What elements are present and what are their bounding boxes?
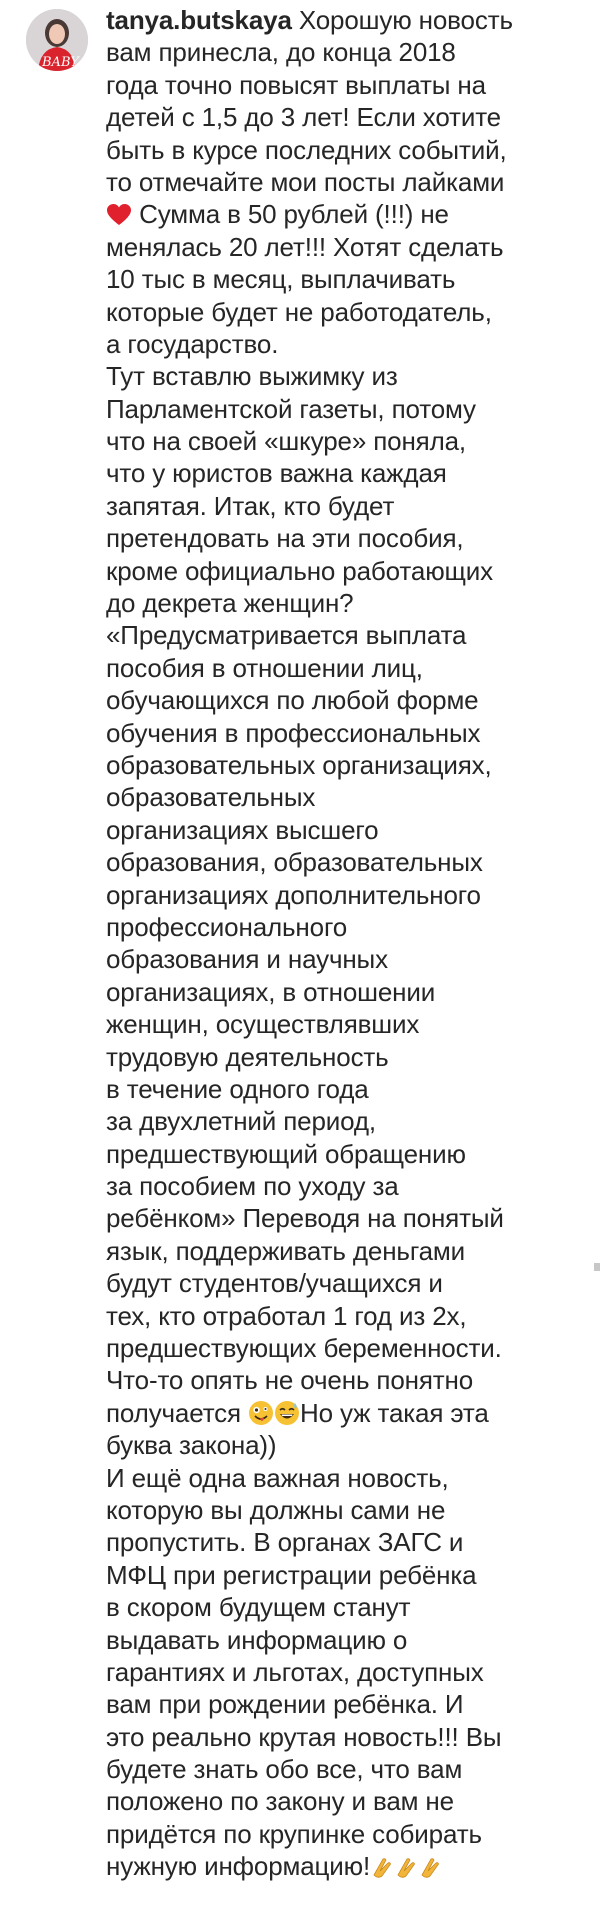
caption-line: Тут вставлю выжимку из <box>106 361 398 392</box>
caption-line: за пособием по уходу за <box>106 1171 399 1202</box>
caption-line: которые будет не работодатель, <box>106 296 492 327</box>
caption-line: обучения в профессиональных <box>106 717 481 748</box>
caption-line: язык, поддерживать деньгами <box>106 1235 465 1266</box>
caption-line: организациях, в отношении <box>106 976 436 1007</box>
caption-line: женщин, осуществлявших <box>106 1009 420 1040</box>
caption-line: претендовать на эти пособия, <box>106 523 464 554</box>
caption-line: которую вы должны сами не <box>106 1494 446 1525</box>
caption-line: придётся по крупинке собирать <box>106 1818 482 1849</box>
caption-line: ребёнком» Переводя на понятый <box>106 1203 504 1234</box>
caption-line: профессионального <box>106 911 348 942</box>
caption-line: образования, образовательных <box>106 847 483 878</box>
caption-line: детей с 1,5 до 3 лет! Если хотите <box>106 102 501 133</box>
caption-line: что у юристов важна каждая <box>106 458 447 489</box>
caption-line: будете знать обо все, что вам <box>106 1754 463 1785</box>
caption-line: МФЦ при регистрации ребёнка <box>106 1559 477 1590</box>
avatar[interactable] <box>26 9 88 71</box>
caption-line <box>106 198 600 230</box>
caption-line: будут студентов/учащихся и <box>106 1268 443 1299</box>
caption-line: за двухлетний период, <box>106 1106 376 1137</box>
caption-line: Парламентской газеты, потому <box>106 393 476 424</box>
caption-line: положено по закону и вам не <box>106 1786 454 1817</box>
caption-line: гарантиях и льготах, доступных <box>106 1656 484 1687</box>
caption-line: в течение одного года <box>106 1073 369 1104</box>
caption-line: выдавать информацию о <box>106 1624 408 1655</box>
caption-line: до декрета женщин? <box>106 588 354 619</box>
caption-line: а государство. <box>106 328 279 359</box>
scroll-indicator <box>594 1263 600 1271</box>
caption-text: Сумма в 50 рублей (!!!) не <box>132 199 449 230</box>
caption-line: быть в курсе последних событий, <box>106 134 507 165</box>
caption-line: кроме официально работающих <box>106 555 494 586</box>
comment-caption <box>106 4 600 1883</box>
caption-line: вам принесла, до конца 2018 <box>106 37 456 68</box>
caption-line: это реально крутая новость!!! Вы <box>106 1721 502 1752</box>
caption-line: образования и научных <box>106 944 388 975</box>
username[interactable]: tanya.butskaya <box>106 5 292 35</box>
clapping-hands-icon <box>394 1854 418 1886</box>
zany-face-icon <box>248 1400 274 1433</box>
caption-line: предшествующий обращению <box>106 1138 466 1169</box>
caption-line <box>106 1397 600 1429</box>
caption-line <box>106 1850 600 1882</box>
caption-line: предшествующих беременности. <box>106 1333 502 1364</box>
caption-line: 10 тыс в месяц, выплачивать <box>106 264 456 295</box>
caption-line: менялась 20 лет!!! Хотят сделать <box>106 231 504 262</box>
caption-line <box>106 4 600 36</box>
svg-text:BABY: BABY <box>42 55 79 70</box>
clapping-hands-icon <box>418 1854 442 1886</box>
caption-line: Что-то опять не очень понятно <box>106 1365 474 1396</box>
caption-line: пособия в отношении лиц, <box>106 652 423 683</box>
caption-line: года точно повысят выплаты на <box>106 69 486 100</box>
caption-line: запятая. Итак, кто будет <box>106 490 395 521</box>
caption-text: нужную информацию! <box>106 1851 371 1882</box>
caption-line: в скором будущем станут <box>106 1592 411 1623</box>
caption-line: пропустить. В органах ЗАГС и <box>106 1527 464 1558</box>
caption-line: образовательных <box>106 782 316 813</box>
caption-text: получается <box>106 1397 249 1428</box>
caption-text: Но уж такая эта <box>300 1397 489 1428</box>
caption-line: организациях высшего <box>106 814 379 845</box>
caption-line: обучающихся по любой форме <box>106 685 479 716</box>
caption-line: что на своей «шкуре» поняла, <box>106 426 467 457</box>
red-heart-icon <box>106 202 132 234</box>
caption-line: тех, кто отработал 1 год из 2х, <box>106 1300 467 1331</box>
caption-line: образовательных организациях, <box>106 749 492 780</box>
caption-line: «Предусматривается выплата <box>106 620 467 651</box>
grinning-sweat-face-icon <box>274 1400 300 1433</box>
caption-line: И ещё одна важная новость, <box>106 1462 449 1493</box>
clapping-hands-icon <box>370 1854 394 1886</box>
caption-text: Хорошую новость <box>298 5 513 35</box>
caption-line: вам при рождении ребёнка. И <box>106 1689 464 1720</box>
caption-line: буква закона)) <box>106 1430 277 1461</box>
caption-line: организациях дополнительного <box>106 879 481 910</box>
caption-line: трудовую деятельность <box>106 1041 389 1072</box>
caption-line: то отмечайте мои посты лайками <box>106 166 505 197</box>
